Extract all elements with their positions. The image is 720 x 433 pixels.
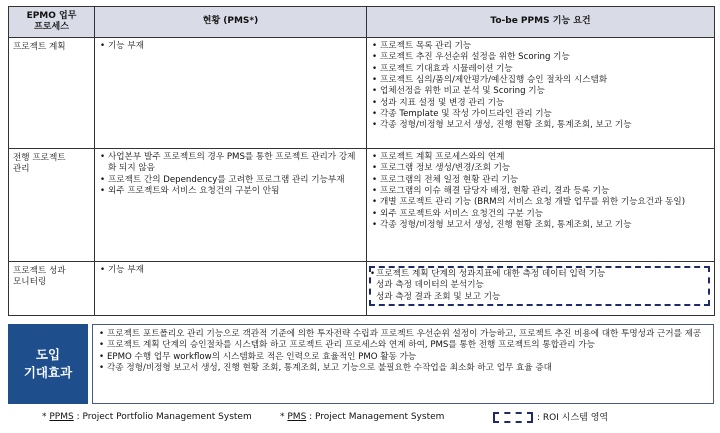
effect-label-line1: 도입 (35, 346, 61, 362)
legend (42, 410, 714, 426)
row-category (9, 262, 95, 316)
header-category (9, 7, 95, 38)
row-tobe (367, 262, 715, 316)
legend-ppms-abbr: PPMS (49, 412, 74, 423)
dashed-box-icon (493, 412, 533, 423)
list-item: • 각종 Template 및 작성 가이드라인 관리 기능 (371, 109, 710, 120)
list-item: • 각종 정형/비정형 보고서 생성, 진행 현황 조회, 통계조회, 보고 기능 (371, 120, 710, 131)
legend-ppms (42, 412, 280, 424)
header-current (95, 7, 367, 38)
legend-roi-label: : ROI 시스템 영역 (537, 412, 609, 423)
list-item: • 사업본부 발주 프로젝트의 경우 PMS를 통한 프로젝트 관리가 강제화 되지 않음 (99, 152, 362, 175)
row-tobe (367, 38, 715, 149)
list-item: • 기능 부재 (99, 265, 362, 276)
header-category-label: EPMO 업무 프로세스 (26, 10, 77, 32)
header-tobe (367, 7, 715, 38)
row-category-label: 전행 프로젝트 관리 (13, 153, 66, 175)
row-current (95, 38, 367, 149)
list-item: • 프로젝트 추진 우선순위 설정을 위한 Scoring 기능 (371, 52, 710, 63)
list-item: • 프로젝트 목록 관리 기능 (371, 41, 710, 52)
list-item: • 프로젝트 포트폴리오 관리 기능으로 객관적 기준에 의한 투자전략 수립과 프로젝트 우선순위 설정이 가능하고, 프로젝트 추진 비용에 대한 투명성과 근거를 제공 (98, 329, 708, 340)
list-item: • 프로젝트 계획 단계의 성과지표에 대한 측정 데이터 입력 기능 (374, 269, 705, 280)
roi-area-box (369, 266, 710, 306)
legend-pms-desc: : Project Management System (306, 412, 445, 423)
legend-pms (280, 412, 493, 424)
list-item: • 프로그램의 이슈 해결 담당자 배정, 현황 관리, 결과 등록 기능 (371, 186, 710, 197)
list-item: • 프로젝트 간의 Dependency를 고려한 프로그램 관리 기능부재 (99, 175, 362, 186)
list-item: • 프로젝트 기대효과 시뮬레이션 기능 (371, 64, 710, 75)
legend-ppms-desc: : Project Portfolio Management System (73, 412, 252, 423)
list-item: • 성과 지표 설정 및 변경 관리 기능 (371, 98, 710, 109)
list-item: • 프로젝트 심의/품의/제안평가/예산집행 승인 절차의 시스템화 (371, 75, 710, 86)
row-category (9, 149, 95, 262)
row-current (95, 149, 367, 262)
list-item: • 기능 부재 (99, 41, 362, 52)
list-item: • 외주 프로젝트와 서비스 요청건의 구분 기능 (371, 209, 710, 220)
list-item: • 프로그램의 전체 일정 현황 관리 기능 (371, 175, 710, 186)
list-item: • 각종 정형/비정형 보고서 생성, 진행 현황 조회, 통계조회, 보고 기능으로 불필요한 수작업을 최소화 하고 업무 효율 증대 (98, 363, 708, 374)
row-tobe (367, 149, 715, 262)
list-item: • 프로그램 정보 생성/변경/조회 기능 (371, 163, 710, 174)
list-item: 성과 측정 데이터의 분석기능 (376, 280, 484, 291)
legend-ppms-prefix: * (42, 412, 50, 423)
row-current (95, 262, 367, 316)
legend-roi (493, 412, 608, 425)
table-row-project-management (9, 149, 715, 262)
header-tobe-label: To-be PPMS 기능 요건 (490, 16, 591, 27)
list-item: • 외주 프로젝트와 서비스 요청건의 구분이 안됨 (99, 186, 362, 197)
row-category-label: 프로젝트 계획 (13, 42, 66, 52)
list-item: • 각종 정형/비정형 보고서 생성, 진행 현황 조회, 통계조회, 보고 기능 (371, 220, 710, 231)
effect-label-line2: 기대효과 (23, 365, 73, 380)
expected-effects-body (92, 324, 714, 404)
row-category-label: 프로젝트 성과 모니터링 (13, 266, 66, 288)
list-item: • 업체선정을 위한 비교 분석 및 Scoring 기능 (371, 86, 710, 97)
legend-pms-abbr: PMS (287, 412, 307, 423)
table-row-performance-monitoring (9, 262, 715, 316)
legend-pms-prefix: * (280, 412, 288, 423)
requirements-table (8, 6, 715, 316)
expected-effects-label (8, 324, 88, 404)
list-item: 성과 측정 결과 조회 및 보고 기능 (376, 291, 501, 302)
header-current-label: 현황 (PMS*) (202, 16, 259, 27)
list-item: • 프로젝트 계획 단계의 승인절차를 시스템화 하고 프로젝트 관리 프로세스와 연계 하여, PMS를 통한 전행 프로젝트의 통합관리 가능 (98, 340, 708, 351)
list-item: • 프로젝트 계획 프로세스와의 연계 (371, 152, 710, 163)
expected-effects-section (8, 324, 714, 404)
list-item: • EPMO 수행 업무 workflow의 시스템화로 적은 인력으로 효율적인 PMO 활동 가능 (98, 352, 708, 363)
row-category (9, 38, 95, 149)
table-row-planning (9, 38, 715, 149)
list-item: • 개별 프로젝트 관리 기능 (BRM의 서비스 요청 개발 업무를 위한 기능요건과 동일) (371, 197, 710, 208)
